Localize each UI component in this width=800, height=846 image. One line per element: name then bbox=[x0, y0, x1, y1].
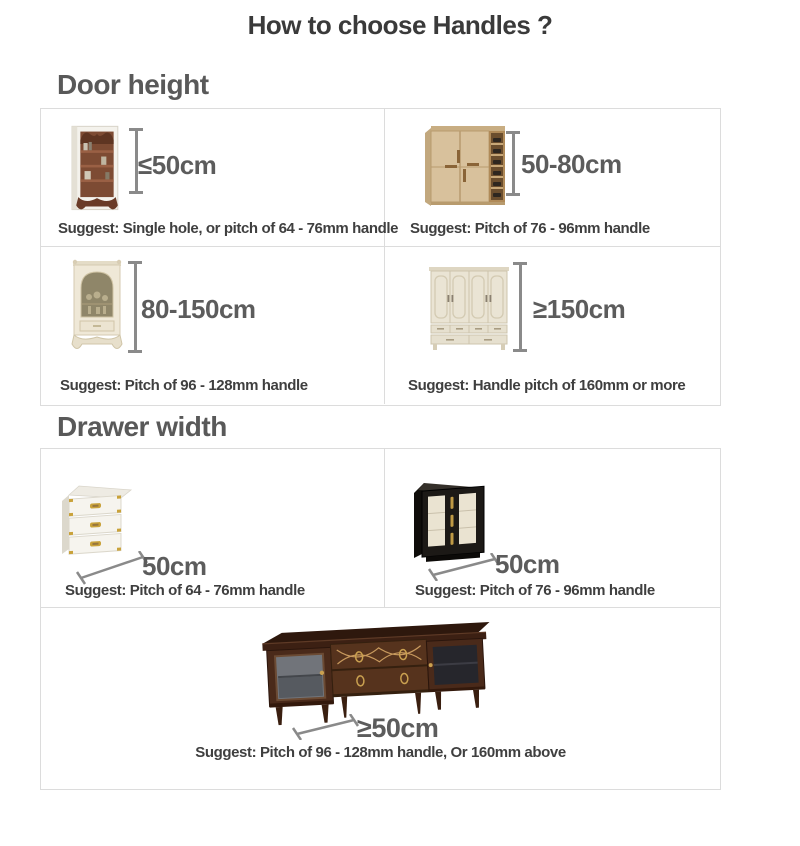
door-cell-80-150 bbox=[41, 247, 385, 404]
suggestion-text: Suggest: Pitch of 76 - 96mm handle bbox=[415, 582, 655, 599]
measure-label: 50-80cm bbox=[521, 149, 622, 179]
door-cell-ge150 bbox=[385, 247, 720, 404]
height-measure-line bbox=[506, 131, 520, 196]
white-bookcase-image bbox=[71, 124, 123, 214]
suggestion-text: Suggest: Single hole, or pitch of 64 - 76mm handle bbox=[58, 220, 399, 237]
suggestion-text: Suggest: Pitch of 64 - 76mm handle bbox=[65, 582, 305, 599]
page-title: How to choose Handles ? bbox=[247, 10, 553, 40]
white-drawer-chest-image bbox=[57, 480, 139, 560]
measure-label: 50cm bbox=[142, 551, 207, 581]
drawer-width-grid bbox=[40, 448, 721, 790]
suggestion-text: Suggest: Handle pitch of 160mm or more bbox=[408, 377, 686, 394]
measure-label: ≥50cm bbox=[357, 713, 439, 743]
measure-label: 50cm bbox=[495, 549, 560, 579]
wood-shoe-cabinet-image bbox=[423, 124, 513, 210]
measure-label: 80-150cm bbox=[141, 294, 256, 324]
door-height-grid bbox=[40, 108, 721, 406]
suggestion-text: Suggest: Pitch of 76 - 96mm handle bbox=[410, 220, 650, 237]
drawer-cell-50-right bbox=[385, 449, 720, 608]
measure-label: ≤50cm bbox=[138, 150, 217, 180]
dark-tv-stand-image bbox=[256, 618, 496, 726]
width-measure-line bbox=[291, 714, 361, 740]
width-measure-line bbox=[75, 551, 149, 585]
section-heading-door-height: Door height bbox=[57, 69, 209, 100]
drawer-cell-50-left bbox=[41, 449, 385, 608]
suggestion-text: Suggest: Pitch of 96 - 128mm handle, Or 160mm above bbox=[195, 744, 566, 761]
width-measure-line bbox=[427, 553, 501, 581]
door-cell-le50 bbox=[41, 109, 399, 247]
suggestion-text: Suggest: Pitch of 96 - 128mm handle bbox=[60, 377, 308, 394]
drawer-cell-ge50 bbox=[41, 608, 720, 789]
cream-wardrobe-image bbox=[427, 262, 511, 356]
cream-display-cabinet-image bbox=[67, 259, 127, 359]
height-measure-line bbox=[128, 261, 142, 353]
measure-label: ≥150cm bbox=[533, 294, 626, 324]
height-measure-line bbox=[513, 262, 527, 352]
section-heading-drawer-width: Drawer width bbox=[57, 411, 227, 442]
door-cell-50-80 bbox=[385, 109, 720, 247]
black-drawer-cabinet-image bbox=[411, 476, 495, 562]
